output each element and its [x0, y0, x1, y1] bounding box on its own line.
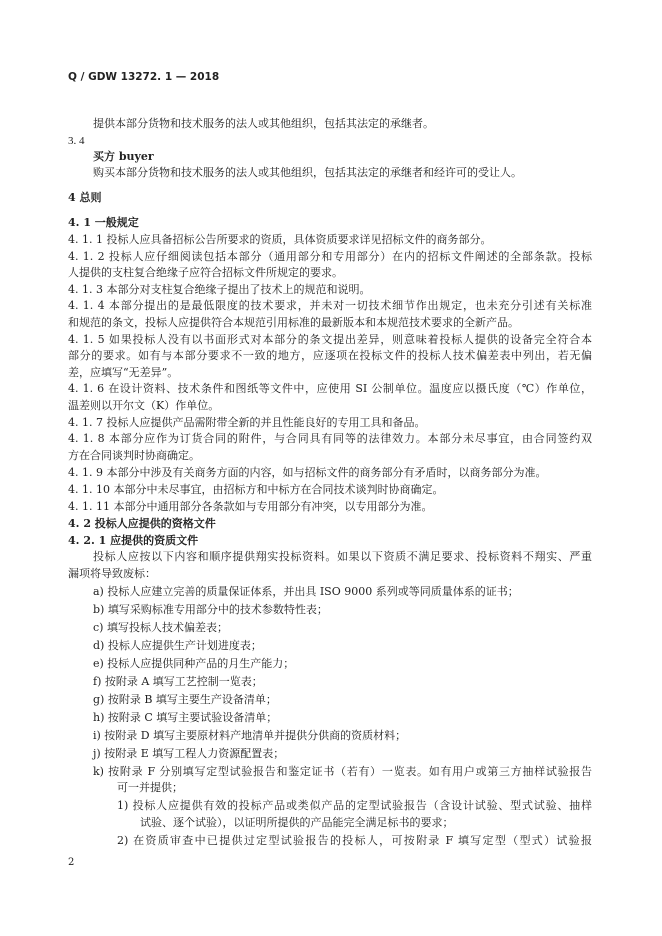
clause-line: 人提供的支柱复合绝缘子应符合招标文件所规定的要求。	[68, 266, 343, 279]
clause-line: 方在合同谈判时协商确定。	[68, 449, 200, 462]
clause-line: 部分的要求。如有与本部分要求不一致的地方，应逐项在投标文件的投标人技术偏差表中列出，若无偏	[68, 349, 592, 362]
clause-line: 4. 1. 3 本部分对支柱复合绝缘子提出了技术上的规范和说明。	[68, 283, 371, 296]
sublist-item: 1) 投标人应提供有效的投标产品或类似产品的定型试验报告（含设计试验、型式试验、抽样	[117, 799, 592, 812]
subsection-heading: 4. 2 投标人应提供的资格文件	[68, 517, 216, 530]
clause-line: 4. 1. 4 本部分提出的是最低限度的技术要求，并未对一切技术细节作出规定，也未充分引述有关标准	[68, 299, 592, 312]
paragraph-line: 投标人应按以下内容和顺序提供翔实投标资料。如果以下资质不满足要求、投标资料不翔实、严重	[93, 550, 592, 563]
list-item: i) 按附录 D 填写主要原材料产地清单并提供分供商的资质材料；	[93, 729, 407, 742]
clause-line: 4. 1. 9 本部分中涉及有关商务方面的内容，如与招标文件的商务部分有矛盾时，以商务部分为准。	[68, 466, 547, 479]
clause-line: 差，应填写“无差异”。	[68, 366, 179, 379]
list-item-continuation: 可一并提供；	[117, 781, 183, 794]
list-item: d) 投标人应提供生产计划进度表；	[93, 639, 262, 652]
section-heading: 4 总则	[68, 191, 102, 204]
sublist-item-continuation: 试验、逐个试验），以证明所提供的产品能完全满足标书的要求；	[140, 816, 454, 829]
list-item: a) 投标人应建立完善的质量保证体系，并出具 ISO 9000 系列或等同质量体系的证书；	[93, 585, 519, 598]
term-heading: 买方 buyer	[93, 150, 154, 163]
clause-line: 和规范的条文，投标人应提供符合本规范引用标准的最新版本和本规范技术要求的全新产品。	[68, 316, 519, 329]
clause-line: 4. 1. 2 投标人应仔细阅读包括本部分（通用部分和专用部分）在内的招标文件阐述的全部条款。投标	[68, 250, 592, 263]
paragraph-line: 购买本部分货物和技术服务的法人或其他组织，包括其法定的承继者和经许可的受让人。	[93, 166, 522, 179]
subsection-heading: 4. 1 一般规定	[68, 216, 139, 229]
paragraph-line: 提供本部分货物和技术服务的法人或其他组织，包括其法定的承继者。	[93, 117, 434, 130]
list-item: g) 按附录 B 填写主要生产设备清单；	[93, 693, 277, 706]
paragraph-line: 漏项将导致废标：	[68, 567, 156, 580]
list-item: h) 按附录 C 填写主要试验设备清单；	[93, 711, 278, 724]
list-item: j) 按附录 E 填写工程人力资源配置表；	[93, 747, 285, 760]
clause-line: 4. 1. 8 本部分应作为订货合同的附件，与合同具有同等的法律效力。本部分未尽事宜，由合同签约双	[68, 432, 592, 445]
clause-line: 温差则以开尔文（K）作单位。	[68, 399, 220, 412]
list-item: e) 投标人应提供同种产品的月生产能力；	[93, 657, 295, 670]
clause-line: 4. 1. 10 本部分中未尽事宜，由招标方和中标方在合同技术谈判时协商确定。	[68, 483, 444, 496]
clause-number: 3. 4	[68, 135, 85, 147]
sublist-item: 2) 在资质审查中已提供过定型试验报告的投标人，可按附录 F 填写定型（型式）试验报	[117, 834, 592, 847]
list-item: f) 按附录 A 填写工艺控制一览表；	[93, 675, 263, 688]
clause-line: 4. 1. 6 在设计资料、技术条件和图纸等文件中，应使用 SI 公制单位。温度应以摄氏度（℃）作单位，	[68, 382, 592, 395]
list-item: k) 按附录 F 分别填写定型试验报告和鉴定证书（若有）一览表。如有用户或第三方抽样试验报告	[93, 765, 592, 778]
standard-code-header: Q / GDW 13272. 1 — 2018	[68, 71, 220, 83]
page-number: 2	[68, 857, 75, 868]
clause-line: 4. 1. 7 投标人应提供产品需附带全新的并且性能良好的专用工具和备品。	[68, 416, 426, 429]
list-item: b) 填写采购标准专用部分中的技术参数特性表；	[93, 603, 328, 616]
clause-line: 4. 1. 11 本部分中通用部分各条款如与专用部分有冲突，以专用部分为准。	[68, 500, 433, 513]
clause-line: 4. 1. 5 如果投标人没有以书面形式对本部分的条文提出差异，则意味着投标人提供的设备完全符合本	[68, 333, 592, 346]
clause-line: 4. 1. 1 投标人应具备招标公告所要求的资质，具体资质要求详见招标文件的商务部分。	[68, 233, 492, 246]
subsection-heading: 4. 2. 1 应提供的资质文件	[68, 534, 199, 547]
list-item: c) 填写投标人技术偏差表；	[93, 621, 228, 634]
